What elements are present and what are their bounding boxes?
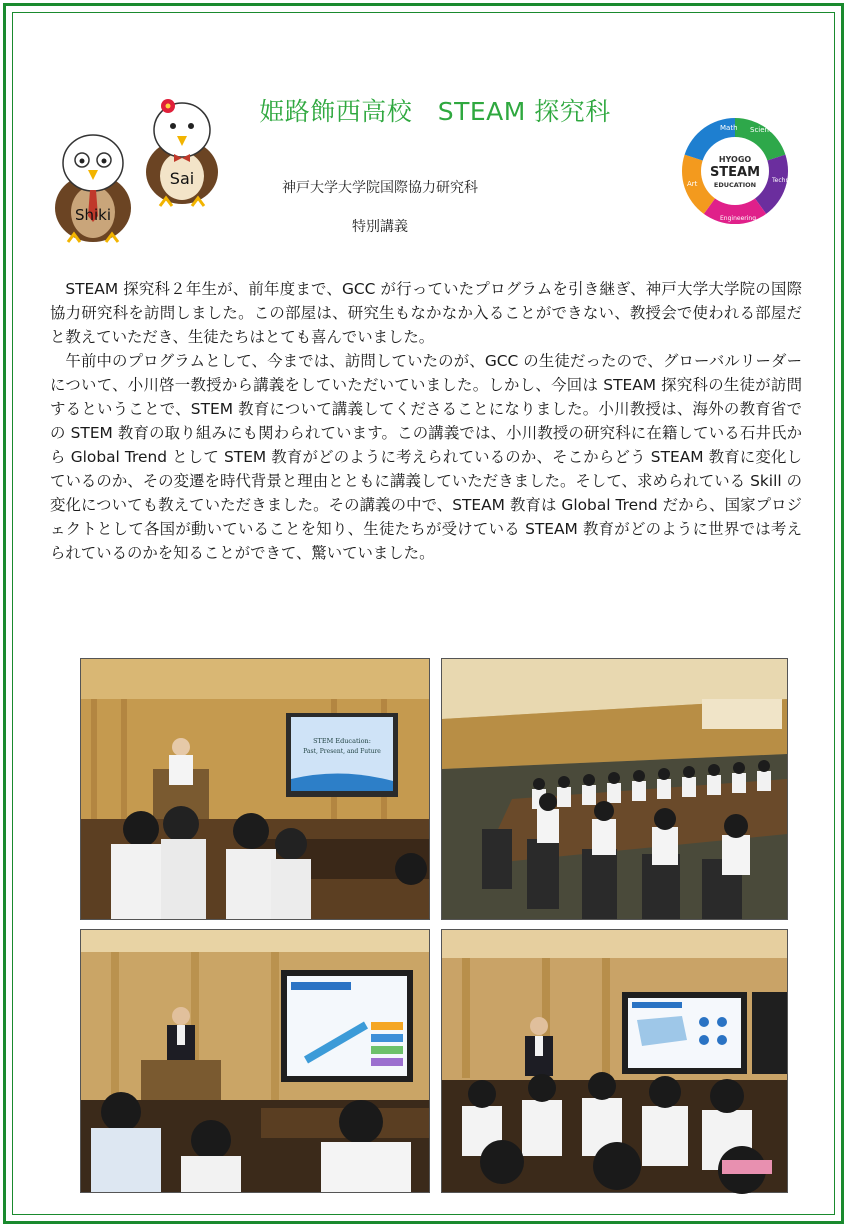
logo-line3: EDUCATION: [713, 181, 757, 189]
hyogo-steam-logo: [680, 116, 806, 226]
photo-lecture-screen: [80, 929, 430, 1193]
logo-line1: HYOGO: [718, 155, 752, 164]
mascot-shiki: [48, 128, 138, 246]
logo-seg-art: Art: [687, 180, 698, 188]
page-title: 姫路飾西高校 STEAM 探究科: [259, 97, 611, 126]
photo-lecture-students: [441, 929, 788, 1193]
slide-subtitle: Past, Present, and Future: [303, 748, 381, 755]
mascot-shiki-label: Shiki: [74, 206, 112, 224]
logo-seg-engineering: Engineering: [720, 215, 756, 222]
mascot-sai-label: Sai: [169, 169, 195, 188]
photo-lecture-podium: [80, 658, 430, 920]
logo-seg-science: Science: [750, 126, 778, 134]
slide-title: STEM Education:: [313, 737, 371, 745]
subtitle-lecture: 特別講義: [352, 219, 408, 235]
paragraph-1: STEAM 探究科２年生が、前年度まで、GCC が行っていたプログラムを引き継ぎ、神戸大学大学院の国際協力研究科を訪問しました。この部屋は、研究生もなかなか入ることができない、教授会で使われる部屋だと教えていただき、生徒たちはとても喜んでいました。: [50, 280, 802, 346]
logo-seg-technology: Technology: [772, 177, 806, 184]
article-body: [50, 277, 802, 565]
paragraph-2: 午前中のプログラムとして、今までは、訪問していたのが、GCC の生徒だったので、グローバルリーダーについて、小川啓一教授から講義をしていただいていました。しかし、今回は STEAM 探究科の生徒が訪問するということで、STEM 教育について講義してくださることになりました。小川教授は、海外の教育省での STEM 教育の取り組みにも関わられています。この講義では、小川教授の研究科に在籍している石井氏から Global Trend として STEM 教育がどのように考えられているのか、そこからどう STEAM 教育に変化しているのか、その変遷を時代背景と理由とともに講義していただきました。そして、求められている Skill の変化についても教えていただきました。その講義の中で、STEAM 教育は Global Trend だから、国家プロジェクトとして各国が動いていることを知り、生徒たちが受けている STEAM 教育がどのように世界では考えられているのかを知ることができて、驚いていました。: [50, 352, 802, 562]
logo-line2: STEAM: [709, 165, 761, 180]
logo-seg-math: Math: [720, 124, 738, 132]
subtitle-institution: 神戸大学大学院国際協力研究科: [282, 180, 478, 196]
photo-conference-room: [441, 658, 788, 920]
